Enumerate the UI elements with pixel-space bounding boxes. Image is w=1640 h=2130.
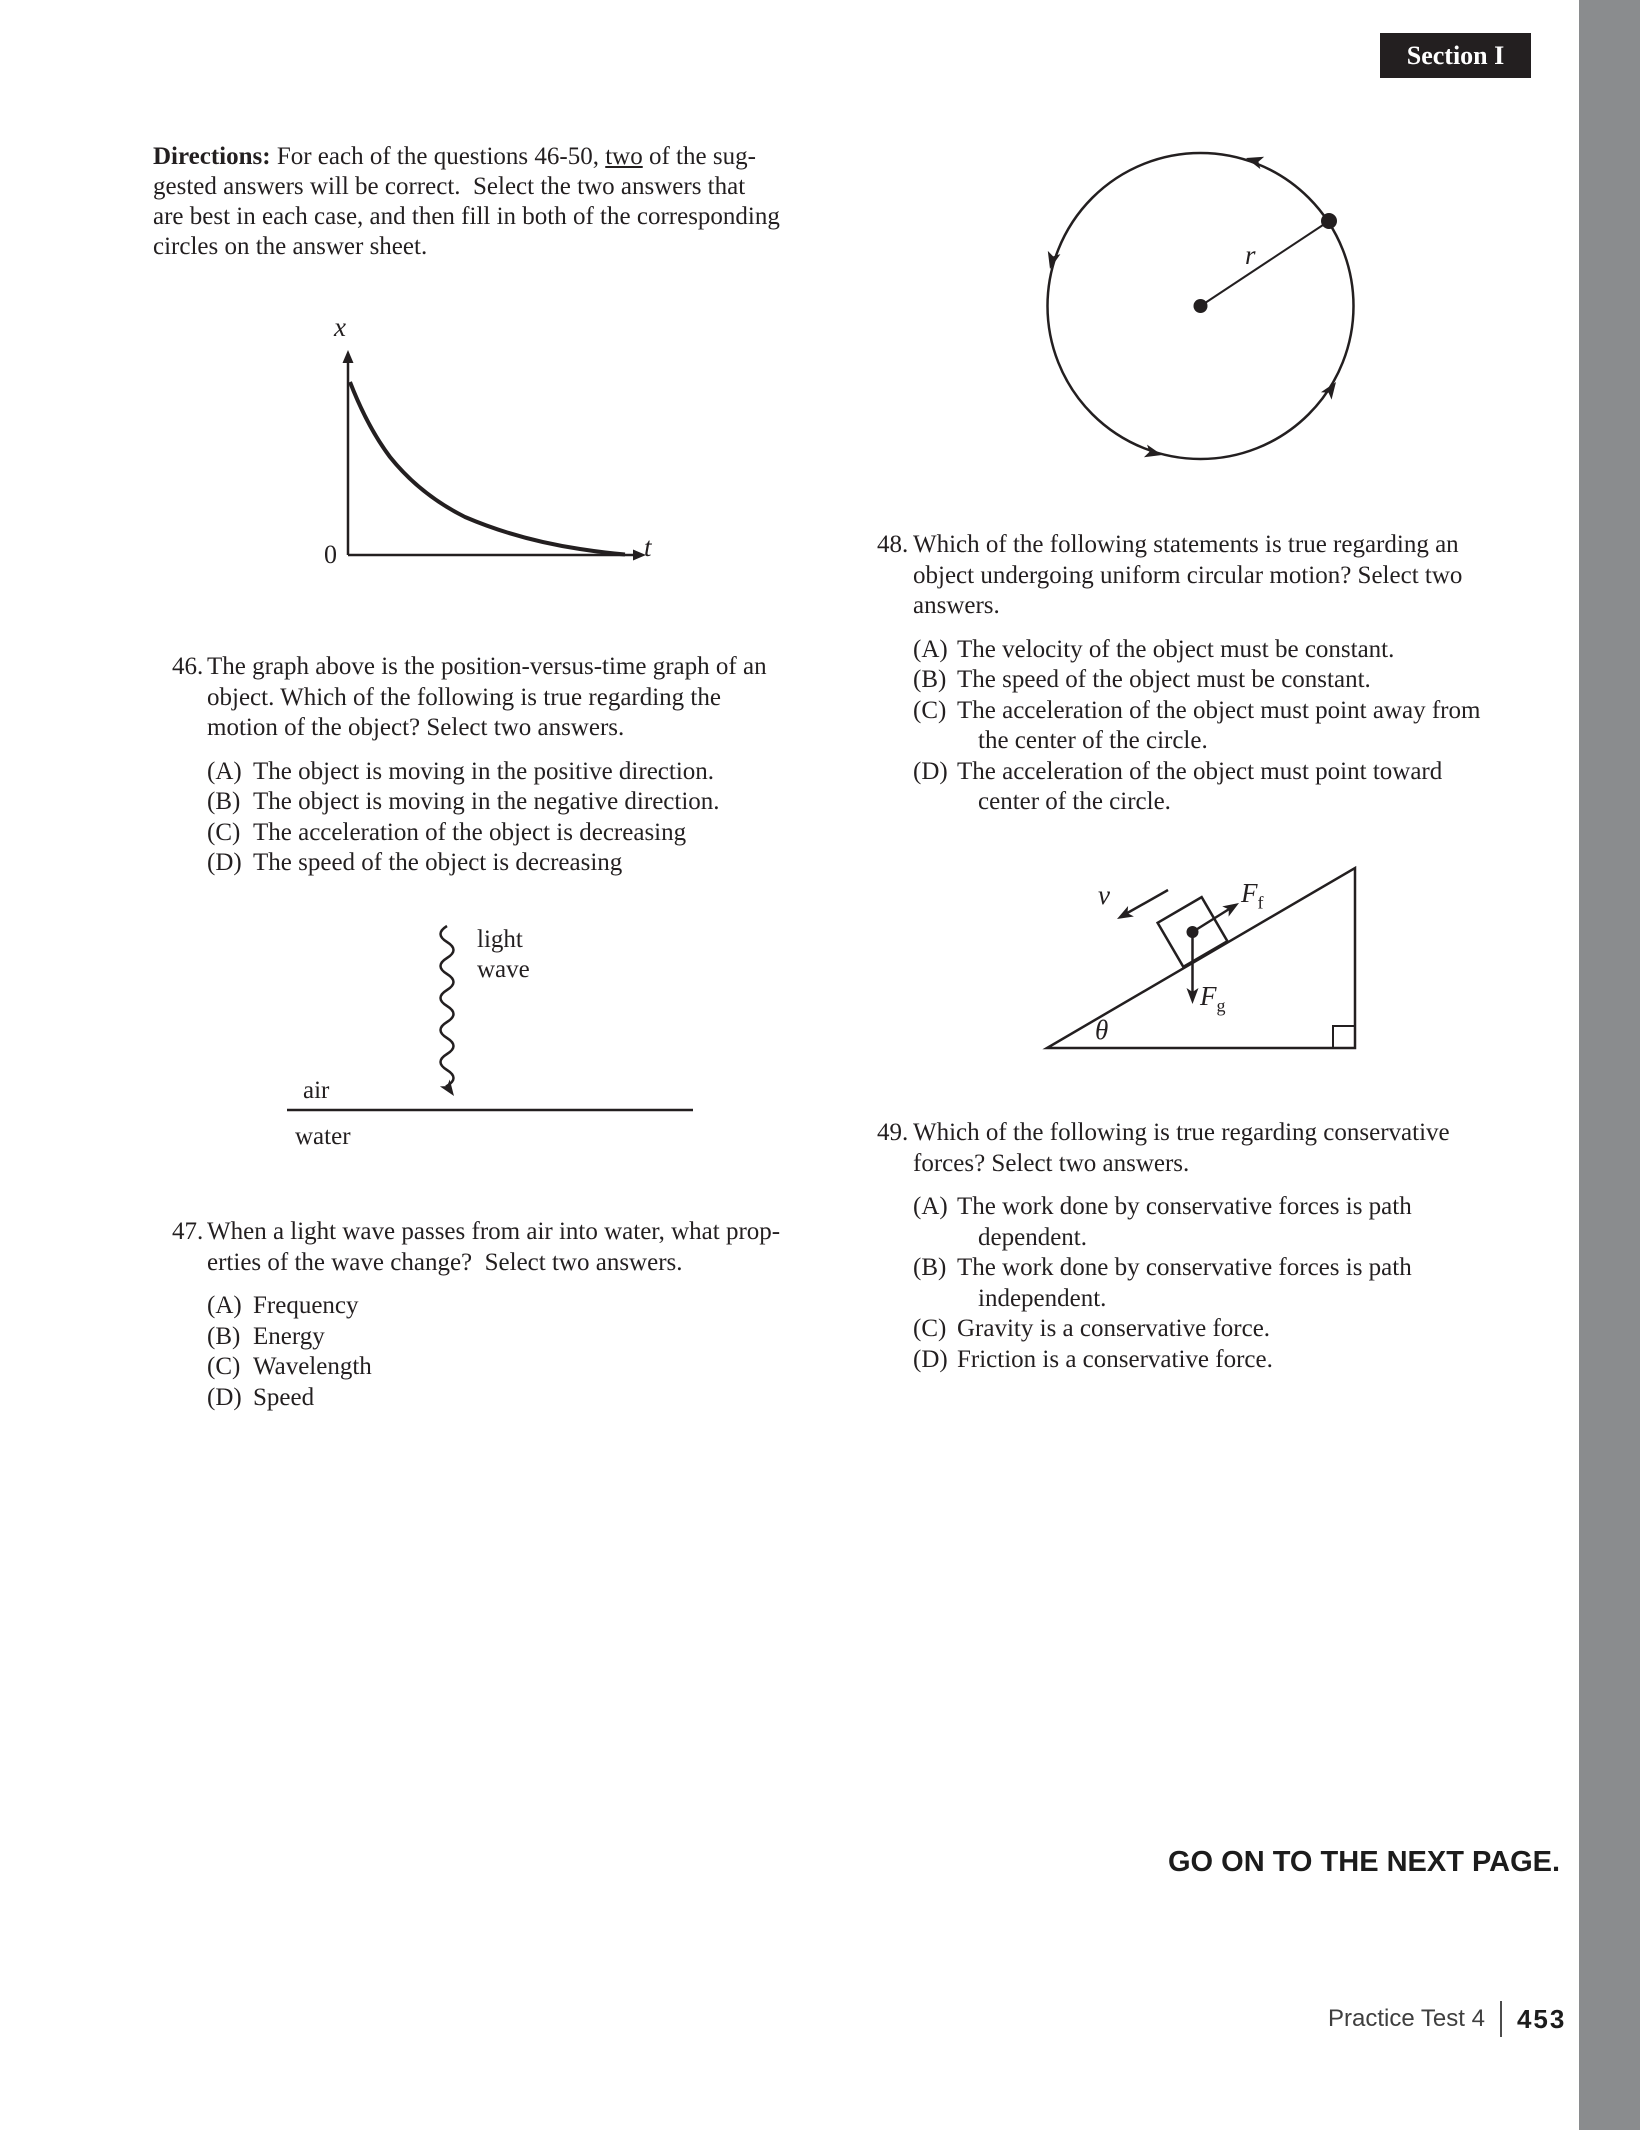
text-line: The acceleration of the object must point toward <box>957 757 1443 785</box>
option-text <box>253 787 720 818</box>
options-list <box>913 635 1480 818</box>
question-46 <box>172 652 767 879</box>
force-subscript: f <box>1257 892 1264 913</box>
directions-line: circles on the answer sheet. <box>153 233 428 260</box>
option-label: (A) <box>913 635 948 663</box>
option-label: (C) <box>207 818 241 846</box>
object-dot <box>1321 213 1337 229</box>
question-text <box>207 1217 780 1278</box>
option-b <box>207 787 767 818</box>
section-label: Section I <box>1406 40 1505 70</box>
question-48 <box>877 530 1480 818</box>
graph-canvas <box>315 310 665 575</box>
option-b <box>913 1253 1450 1314</box>
wave-squiggle <box>441 926 454 1092</box>
option-text <box>957 1192 1412 1253</box>
section-header <box>1380 33 1531 78</box>
options-list <box>207 1291 780 1413</box>
text-line: The acceleration of the object must point away from <box>957 696 1481 724</box>
options-list <box>207 757 767 879</box>
force-subscript: g <box>1216 995 1226 1016</box>
option-c <box>207 1352 780 1383</box>
question-49 <box>877 1118 1450 1375</box>
directions-line: gested answers will be correct. Select the two answers that <box>153 173 746 200</box>
water-label: water <box>295 1123 351 1150</box>
text-line: object. Which of the following is true regarding the <box>207 683 721 711</box>
question-number: 48. <box>877 531 909 558</box>
decay-curve <box>350 382 625 555</box>
option-a <box>207 1291 780 1322</box>
light-wave-diagram <box>287 918 697 1158</box>
text-line: The graph above is the position-versus-time graph of an <box>207 653 767 680</box>
option-label: (D) <box>913 757 948 785</box>
option-text <box>253 1352 372 1383</box>
text-line: Frequency <box>253 1292 359 1319</box>
option-text <box>957 1253 1412 1314</box>
question-number: 46. <box>172 653 204 680</box>
question-text <box>913 530 1462 622</box>
wave-arrowhead <box>440 1079 459 1099</box>
option-d <box>913 1345 1450 1376</box>
text-line: The acceleration of the object is decreasing <box>253 818 687 846</box>
page-footer <box>1328 2001 1566 2037</box>
option-text <box>253 1322 325 1353</box>
page-number: 453 <box>1516 2003 1567 2034</box>
option-c <box>913 696 1480 757</box>
option-text <box>957 1345 1273 1376</box>
text-line: answers. <box>913 592 1000 619</box>
text-line: Friction is a conservative force. <box>957 1345 1273 1373</box>
text-line: The work done by conservative forces is path <box>957 1254 1412 1281</box>
friction-force-label <box>1241 878 1264 913</box>
option-label: (A) <box>913 1193 948 1220</box>
text-line: Energy <box>253 1322 325 1350</box>
wave-canvas <box>287 918 697 1158</box>
incline-canvas <box>1040 850 1375 1065</box>
wave-label-line1: light <box>477 926 523 953</box>
option-b <box>207 1322 780 1353</box>
text-line: The object is moving in the negative direction. <box>253 788 720 815</box>
directions-label: Directions: <box>153 143 271 170</box>
text-line: Which of the following is true regarding conservative <box>913 1119 1450 1146</box>
text-line: Which of the following statements is true regarding an <box>913 531 1459 558</box>
text-line: object undergoing uniform circular motion? Select two <box>913 561 1463 589</box>
option-label: (B) <box>913 666 947 693</box>
option-text <box>957 1314 1270 1345</box>
option-d <box>913 757 1480 818</box>
option-label: (B) <box>207 1322 241 1350</box>
air-label: air <box>303 1077 330 1104</box>
force-symbol: F <box>1200 981 1217 1011</box>
velocity-arrowhead <box>1114 906 1134 924</box>
text-line: independent. <box>978 1284 1107 1312</box>
radius-line <box>1201 221 1330 306</box>
right-angle-marker <box>1333 1026 1355 1048</box>
text-line: the center of the circle. <box>978 727 1208 754</box>
option-label: (C) <box>913 696 947 724</box>
option-text <box>957 757 1442 818</box>
option-label: (A) <box>207 757 242 785</box>
option-c <box>913 1314 1450 1345</box>
option-label: (D) <box>913 1345 948 1373</box>
directions-line: are best in each case, and then fill in both of the corresponding <box>153 203 780 230</box>
option-a <box>913 1192 1450 1253</box>
options-list <box>913 1192 1450 1375</box>
wave-label-line2: wave <box>477 956 530 983</box>
y-axis-arrow <box>343 350 354 363</box>
question-number: 47. <box>172 1218 204 1245</box>
option-text <box>957 665 1371 696</box>
underlined-word: two <box>605 143 643 170</box>
option-d <box>207 1383 780 1414</box>
option-text <box>253 1383 314 1414</box>
option-label: (B) <box>913 1254 947 1281</box>
go-on-instruction: GO ON TO THE NEXT PAGE. <box>1168 1846 1561 1878</box>
angle-label: θ <box>1095 1015 1109 1045</box>
question-number: 49. <box>877 1119 909 1146</box>
friction-arrowhead <box>1222 898 1242 917</box>
velocity-label: v <box>1098 880 1110 910</box>
option-label: (B) <box>207 788 241 815</box>
text-line: The velocity of the object must be constant. <box>957 635 1395 663</box>
text-line: motion of the object? Select two answers. <box>207 714 625 741</box>
option-label: (A) <box>207 1292 242 1319</box>
text-line: Speed <box>253 1383 315 1411</box>
option-label: (D) <box>207 849 242 876</box>
option-label: (C) <box>207 1353 241 1380</box>
incline-diagram <box>1040 850 1375 1065</box>
directions-text: For each of the questions 46-50, <box>270 143 606 170</box>
text-line: erties of the wave change? Select two answers. <box>207 1248 683 1276</box>
option-d <box>207 848 767 879</box>
option-text <box>253 1291 359 1322</box>
directions-line <box>153 142 780 172</box>
footer-divider <box>1500 2001 1502 2037</box>
graph-origin-label: 0 <box>324 540 337 569</box>
text-line: center of the circle. <box>978 788 1171 815</box>
directions <box>153 142 780 262</box>
option-text <box>957 696 1480 757</box>
option-text <box>253 848 622 879</box>
graph-y-axis-label: x <box>334 312 346 342</box>
text-line: The speed of the object must be constant. <box>957 666 1371 693</box>
question-text <box>207 652 767 744</box>
center-dot <box>1194 299 1208 313</box>
graph-x-axis-label: t <box>644 532 652 562</box>
text-line: When a light wave passes from air into water, what prop- <box>207 1218 781 1245</box>
radius-label: r <box>1245 240 1256 270</box>
gravity-force-label <box>1200 981 1226 1016</box>
circle-canvas <box>1045 148 1360 466</box>
question-text <box>913 1118 1450 1179</box>
text-line: The work done by conservative forces is path <box>957 1193 1412 1220</box>
text-line: dependent. <box>978 1223 1087 1251</box>
option-a <box>207 757 767 788</box>
test-name: Practice Test 4 <box>1328 2005 1485 2032</box>
option-label: (C) <box>913 1315 947 1342</box>
circular-motion-diagram <box>1045 148 1360 466</box>
option-a <box>913 635 1480 666</box>
force-symbol: F <box>1241 878 1258 908</box>
text-line: The object is moving in the positive direction. <box>253 757 715 785</box>
text-line: Gravity is a conservative force. <box>957 1315 1271 1342</box>
text-line: The speed of the object is decreasing <box>253 849 623 876</box>
velocity-arrow <box>1122 890 1168 916</box>
option-c <box>207 818 767 849</box>
directions-text: of the sug- <box>642 143 756 170</box>
question-47 <box>172 1217 780 1413</box>
text-line: Wavelength <box>253 1353 372 1380</box>
position-time-graph <box>315 310 665 575</box>
page-edge-bar <box>1579 0 1640 2130</box>
option-b <box>913 665 1480 696</box>
direction-arrows <box>1045 152 1341 462</box>
option-text <box>957 635 1394 666</box>
option-label: (D) <box>207 1383 242 1411</box>
option-text <box>253 757 714 788</box>
option-text <box>253 818 686 849</box>
text-line: forces? Select two answers. <box>913 1149 1190 1177</box>
